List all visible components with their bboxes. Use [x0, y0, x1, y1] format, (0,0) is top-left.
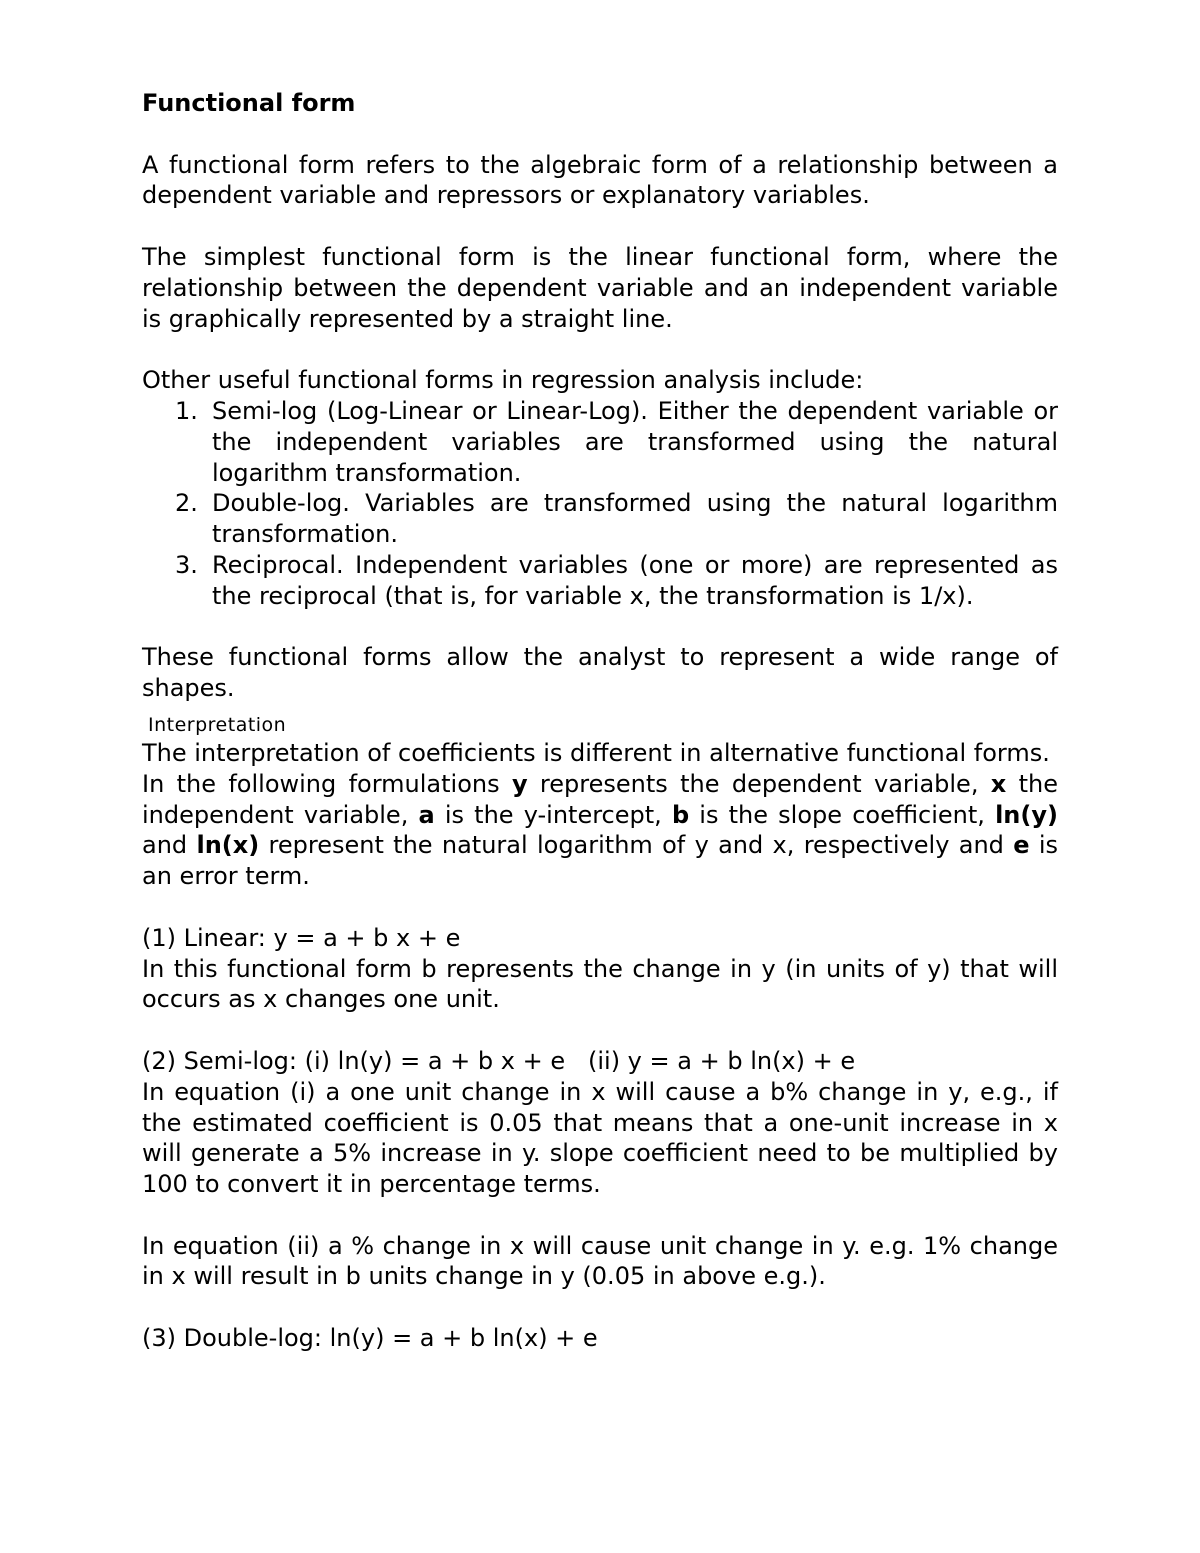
definition-paragraph: A functional form refers to the algebraic form of a relationship between a dependent variable and repressors or explanatory variables.	[142, 150, 1058, 210]
document-page	[142, 88, 1058, 1354]
list-item	[142, 550, 1058, 612]
spacer	[142, 892, 1058, 923]
list-item-text: Semi-log (Log-Linear or Linear-Log). Either the dependent variable or the independent variables are transformed using the natural logarithm transformation.	[212, 396, 1058, 487]
page-title: Functional form	[142, 89, 356, 117]
shapes-paragraph: These functional forms allow the analyst to represent a wide range of shapes.	[142, 643, 1058, 703]
notation-text: In the following formulations	[142, 769, 512, 798]
spacer	[142, 1200, 1058, 1231]
notation-text: and	[142, 831, 197, 860]
linear-form-paragraph: The simplest functional form is the linear functional form, where the relationship between the dependent variable and an independent variable is graphically represented by a straight line.	[142, 242, 1058, 333]
notation-text: is an error term.	[142, 831, 1058, 891]
notation-x: x	[990, 769, 1007, 798]
notation-text: represents the dependent variable,	[527, 769, 991, 798]
spacer	[142, 1292, 1058, 1323]
notation-text: the independent variable,	[142, 769, 1059, 829]
spacer	[142, 211, 1058, 242]
interpretation-paragraph: The interpretation of coefficients is different in alternative functional forms.	[142, 738, 1050, 767]
list-item-number: 3.	[175, 550, 198, 579]
linear-description: In this functional form b represents the change in y (in units of y) that will occurs as x changes one unit.	[142, 954, 1058, 1014]
notation-lnx: ln(x)	[196, 831, 260, 860]
functional-forms-list	[142, 396, 1058, 612]
spacer	[142, 1015, 1058, 1046]
list-item-text: Reciprocal. Independent variables (one or more) are represented as the reciprocal (that is, for variable x, the transformation is 1/x).	[212, 550, 1058, 610]
list-item-number: 2.	[175, 489, 198, 518]
semilog-equation: (2) Semi-log: (i) ln(y) = a + b x + e (ii) y = a + b ln(x) + e	[142, 1046, 856, 1075]
notation-y: y	[511, 769, 528, 798]
notation-lny: ln(y)	[995, 800, 1058, 829]
notation-text: represent the natural logarithm of y and x, respectively and	[259, 831, 1014, 860]
list-item-text: Double-log. Variables are transformed using the natural logarithm transformation.	[212, 489, 1058, 549]
spacer	[142, 119, 1058, 150]
notation-text: is the y-intercept,	[434, 800, 672, 829]
spacer	[142, 612, 1058, 643]
notation-b: b	[671, 800, 690, 829]
semilog-description-ii: In equation (ii) a % change in x will cause unit change in y. e.g. 1% change in x will result in b units change in y (0.05 in above e.g.).	[142, 1231, 1058, 1291]
notation-paragraph	[142, 769, 1058, 892]
notation-text: is the slope coefficient,	[689, 800, 996, 829]
spacer	[142, 334, 1058, 365]
interpretation-heading: Interpretation	[148, 713, 287, 736]
linear-equation: (1) Linear: y = a + b x + e	[142, 923, 461, 952]
doublelog-equation: (3) Double-log: ln(y) = a + b ln(x) + e	[142, 1324, 598, 1353]
list-item	[142, 396, 1058, 488]
list-intro: Other useful functional forms in regression analysis include:	[142, 366, 864, 395]
list-item-number: 1.	[175, 396, 198, 425]
semilog-description-i: In equation (i) a one unit change in x will cause a b% change in y, e.g., if the estimated coefficient is 0.05 that means that a one-unit increase in x will generate a 5% increase in y. slope coefficient need to be multiplied by 100 to convert it in percentage terms.	[142, 1077, 1058, 1199]
list-item	[142, 488, 1058, 550]
notation-a: a	[418, 800, 435, 829]
notation-e: e	[1013, 831, 1030, 860]
